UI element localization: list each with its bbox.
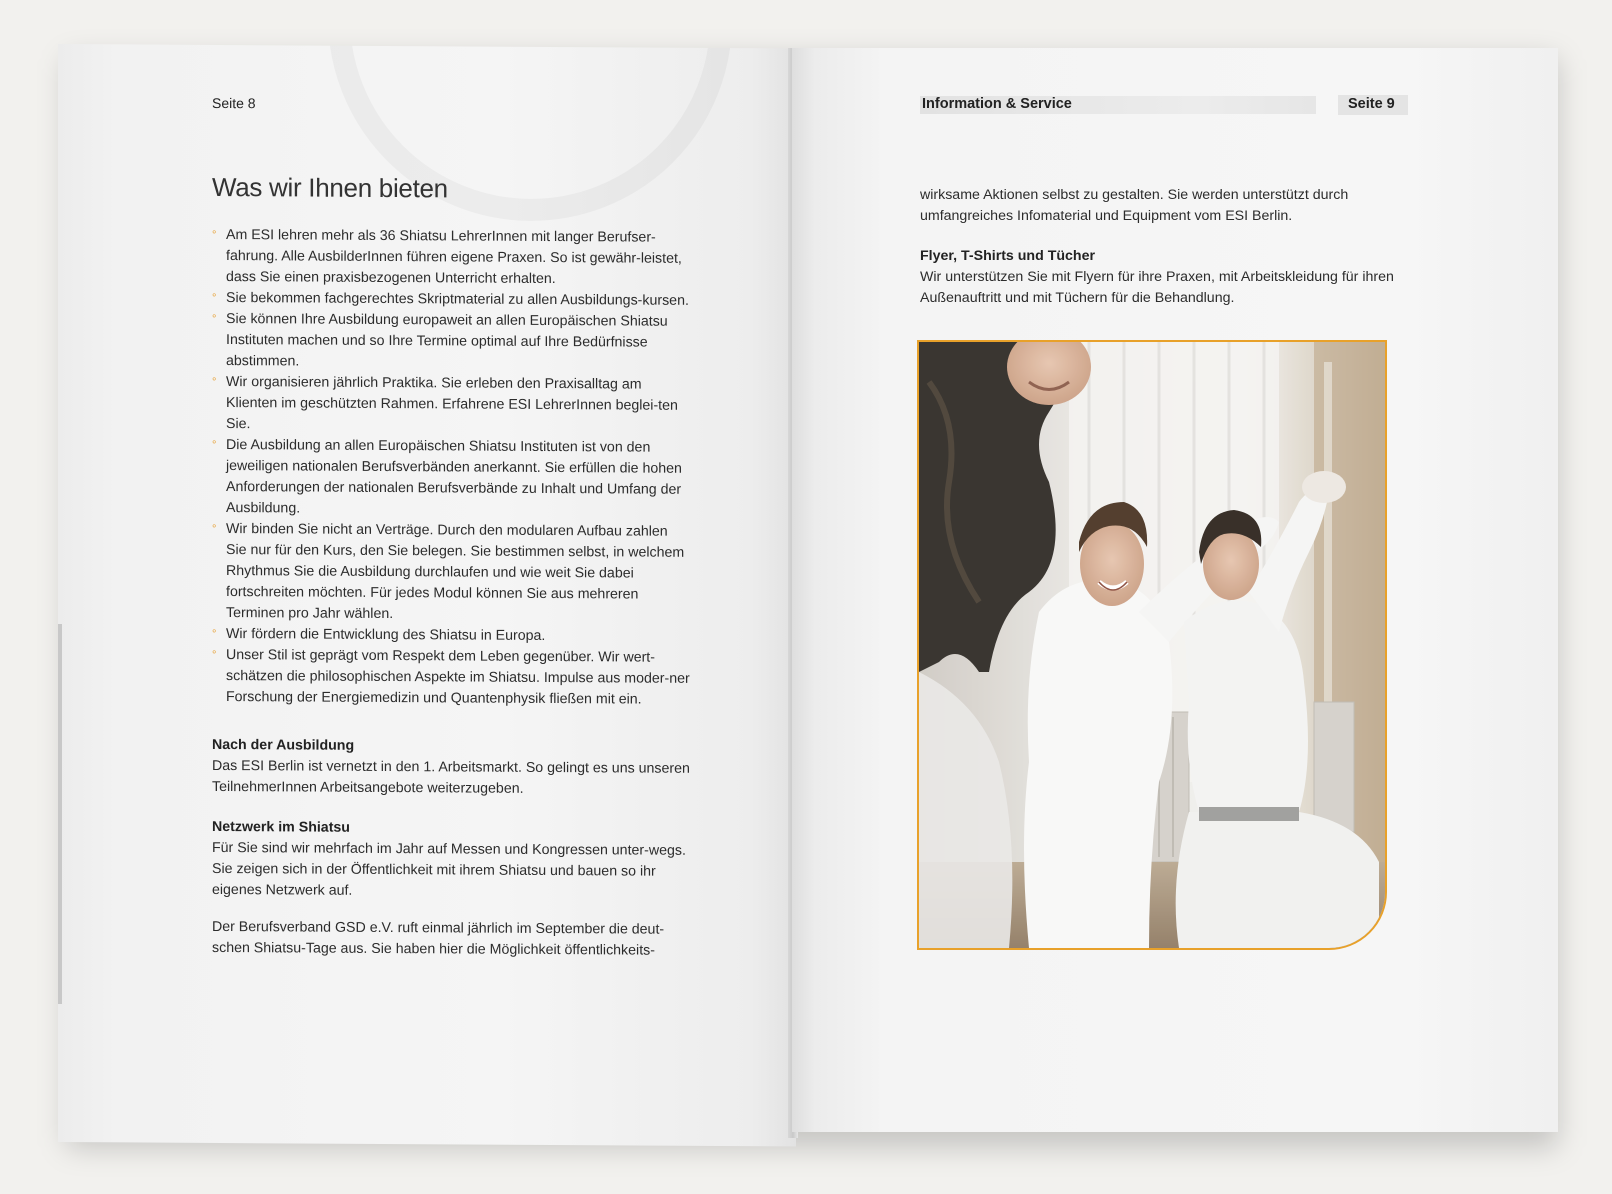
closing-text: Der Berufsverband GSD e.V. ruft einmal jährlich im September die deut-schen Shiatsu-Tage aus. Sie haben hier die Möglichkeit öffentlichkeits- <box>212 918 665 959</box>
list-item-text: Am ESI lehren mehr als 36 Shiatsu LehrerInnen mit langer Berufser-fahrung. Alle AusbilderInnen führen eigene Praxen. So ist gewähr-leistet, dass Sie einen praxisbezogenen Unterricht erhalten. <box>226 227 682 288</box>
list-item <box>212 225 692 291</box>
photo-frame <box>917 340 1387 950</box>
list-item-text: Unser Stil ist geprägt vom Respekt dem Leben gegenüber. Wir wert-schätzen die philosophischen Aspekte im Shiatsu. Impulse aus moder-ner Forschung der Energiemedizin und Quantenphysik fließen mit ein. <box>226 647 690 708</box>
page-edge-mark <box>58 624 62 1004</box>
section-text: Wir unterstützen Sie mit Flyern für ihre Praxen, mit Arbeitskleidung für ihren Außenauftritt und mit Tüchern für die Behandlung. <box>920 269 1394 306</box>
list-item-text: Wir fördern die Entwicklung des Shiatsu in Europa. <box>226 626 546 644</box>
section-heading: Netzwerk im Shiatsu <box>212 818 350 836</box>
bullet-icon: ° <box>212 228 217 241</box>
section-flyer <box>920 246 1410 309</box>
list-item-text: Wir organisieren jährlich Praktika. Sie erleben den Praxisalltag am Klienten im geschützten Rahmen. Erfahrene ESI LehrerInnen beglei-ten Sie. <box>226 374 678 433</box>
list-item <box>212 624 692 648</box>
left-page-number: Seite 8 <box>212 94 256 112</box>
bullet-icon: ° <box>212 627 217 640</box>
closing-paragraph <box>212 917 692 962</box>
bullet-icon: ° <box>212 648 217 661</box>
list-item <box>212 288 692 312</box>
continued-paragraph <box>920 185 1410 227</box>
section-text: Für Sie sind wir mehrfach im Jahr auf Messen und Kongressen unter-wegs. Sie zeigen sich in der Öffentlichkeit mit ihrem Shiatsu und bauen so ihr eigenes Netzwerk auf. <box>212 839 686 899</box>
list-item <box>212 372 692 438</box>
list-item <box>212 519 692 627</box>
header-label: Information & Service <box>922 96 1072 112</box>
page-title: Was wir Ihnen bieten <box>212 171 448 204</box>
bullet-icon: ° <box>212 312 217 325</box>
list-item-text: Die Ausbildung an allen Europäischen Shiatsu Instituten ist von den jeweiligen nationalen Berufsverbänden anerkannt. Sie erfüllen die hohen Anforderungen der nationalen Berufsverbände zu Inhalt und Umfang der Ausbildung. <box>226 437 682 517</box>
continued-text: wirksame Aktionen selbst zu gestalten. Sie werden unterstützt durch umfangreiches Infomaterial und Equipment vom ESI Berlin. <box>920 187 1349 224</box>
right-page-number: Seite 9 <box>1348 96 1395 112</box>
benefits-list <box>212 225 692 711</box>
bullet-icon: ° <box>212 522 217 535</box>
bullet-icon: ° <box>212 438 217 451</box>
list-item-text: Wir binden Sie nicht an Verträge. Durch den modularen Aufbau zahlen Sie nur für den Kurs, den Sie belegen. Sie bestimmen selbst, in welchem Rhythmus Sie die Ausbildung durchlaufen und wie weit Sie dabei fortschreiten möchten. Für jedes Modul können Sie aus mehreren Terminen pro Jahr wählen. <box>226 521 685 623</box>
section-network <box>212 817 692 904</box>
section-text: Das ESI Berlin ist vernetzt in den 1. Arbeitsmarkt. So gelingt es uns unseren TeilnehmerInnen Arbeitsangebote weiterzugeben. <box>212 757 690 797</box>
section-after-training <box>212 735 692 801</box>
shiatsu-photo <box>919 342 1385 948</box>
section-heading: Nach der Ausbildung <box>212 736 355 754</box>
right-page <box>792 48 1558 1132</box>
list-item-text: Sie bekommen fachgerechtes Skriptmaterial zu allen Ausbildungs-kursen. <box>226 290 689 309</box>
bullet-icon: ° <box>212 375 217 388</box>
list-item-text: Sie können Ihre Ausbildung europaweit an allen Europäischen Shiatsu Instituten machen und so Ihre Termine optimal auf Ihre Bedürfnisse abstimmen. <box>226 311 668 370</box>
list-item <box>212 645 692 711</box>
list-item <box>212 309 692 375</box>
bullet-icon: ° <box>212 291 217 304</box>
section-heading: Flyer, T-Shirts und Tücher <box>920 248 1096 264</box>
list-item <box>212 435 692 522</box>
left-page <box>58 44 796 1147</box>
